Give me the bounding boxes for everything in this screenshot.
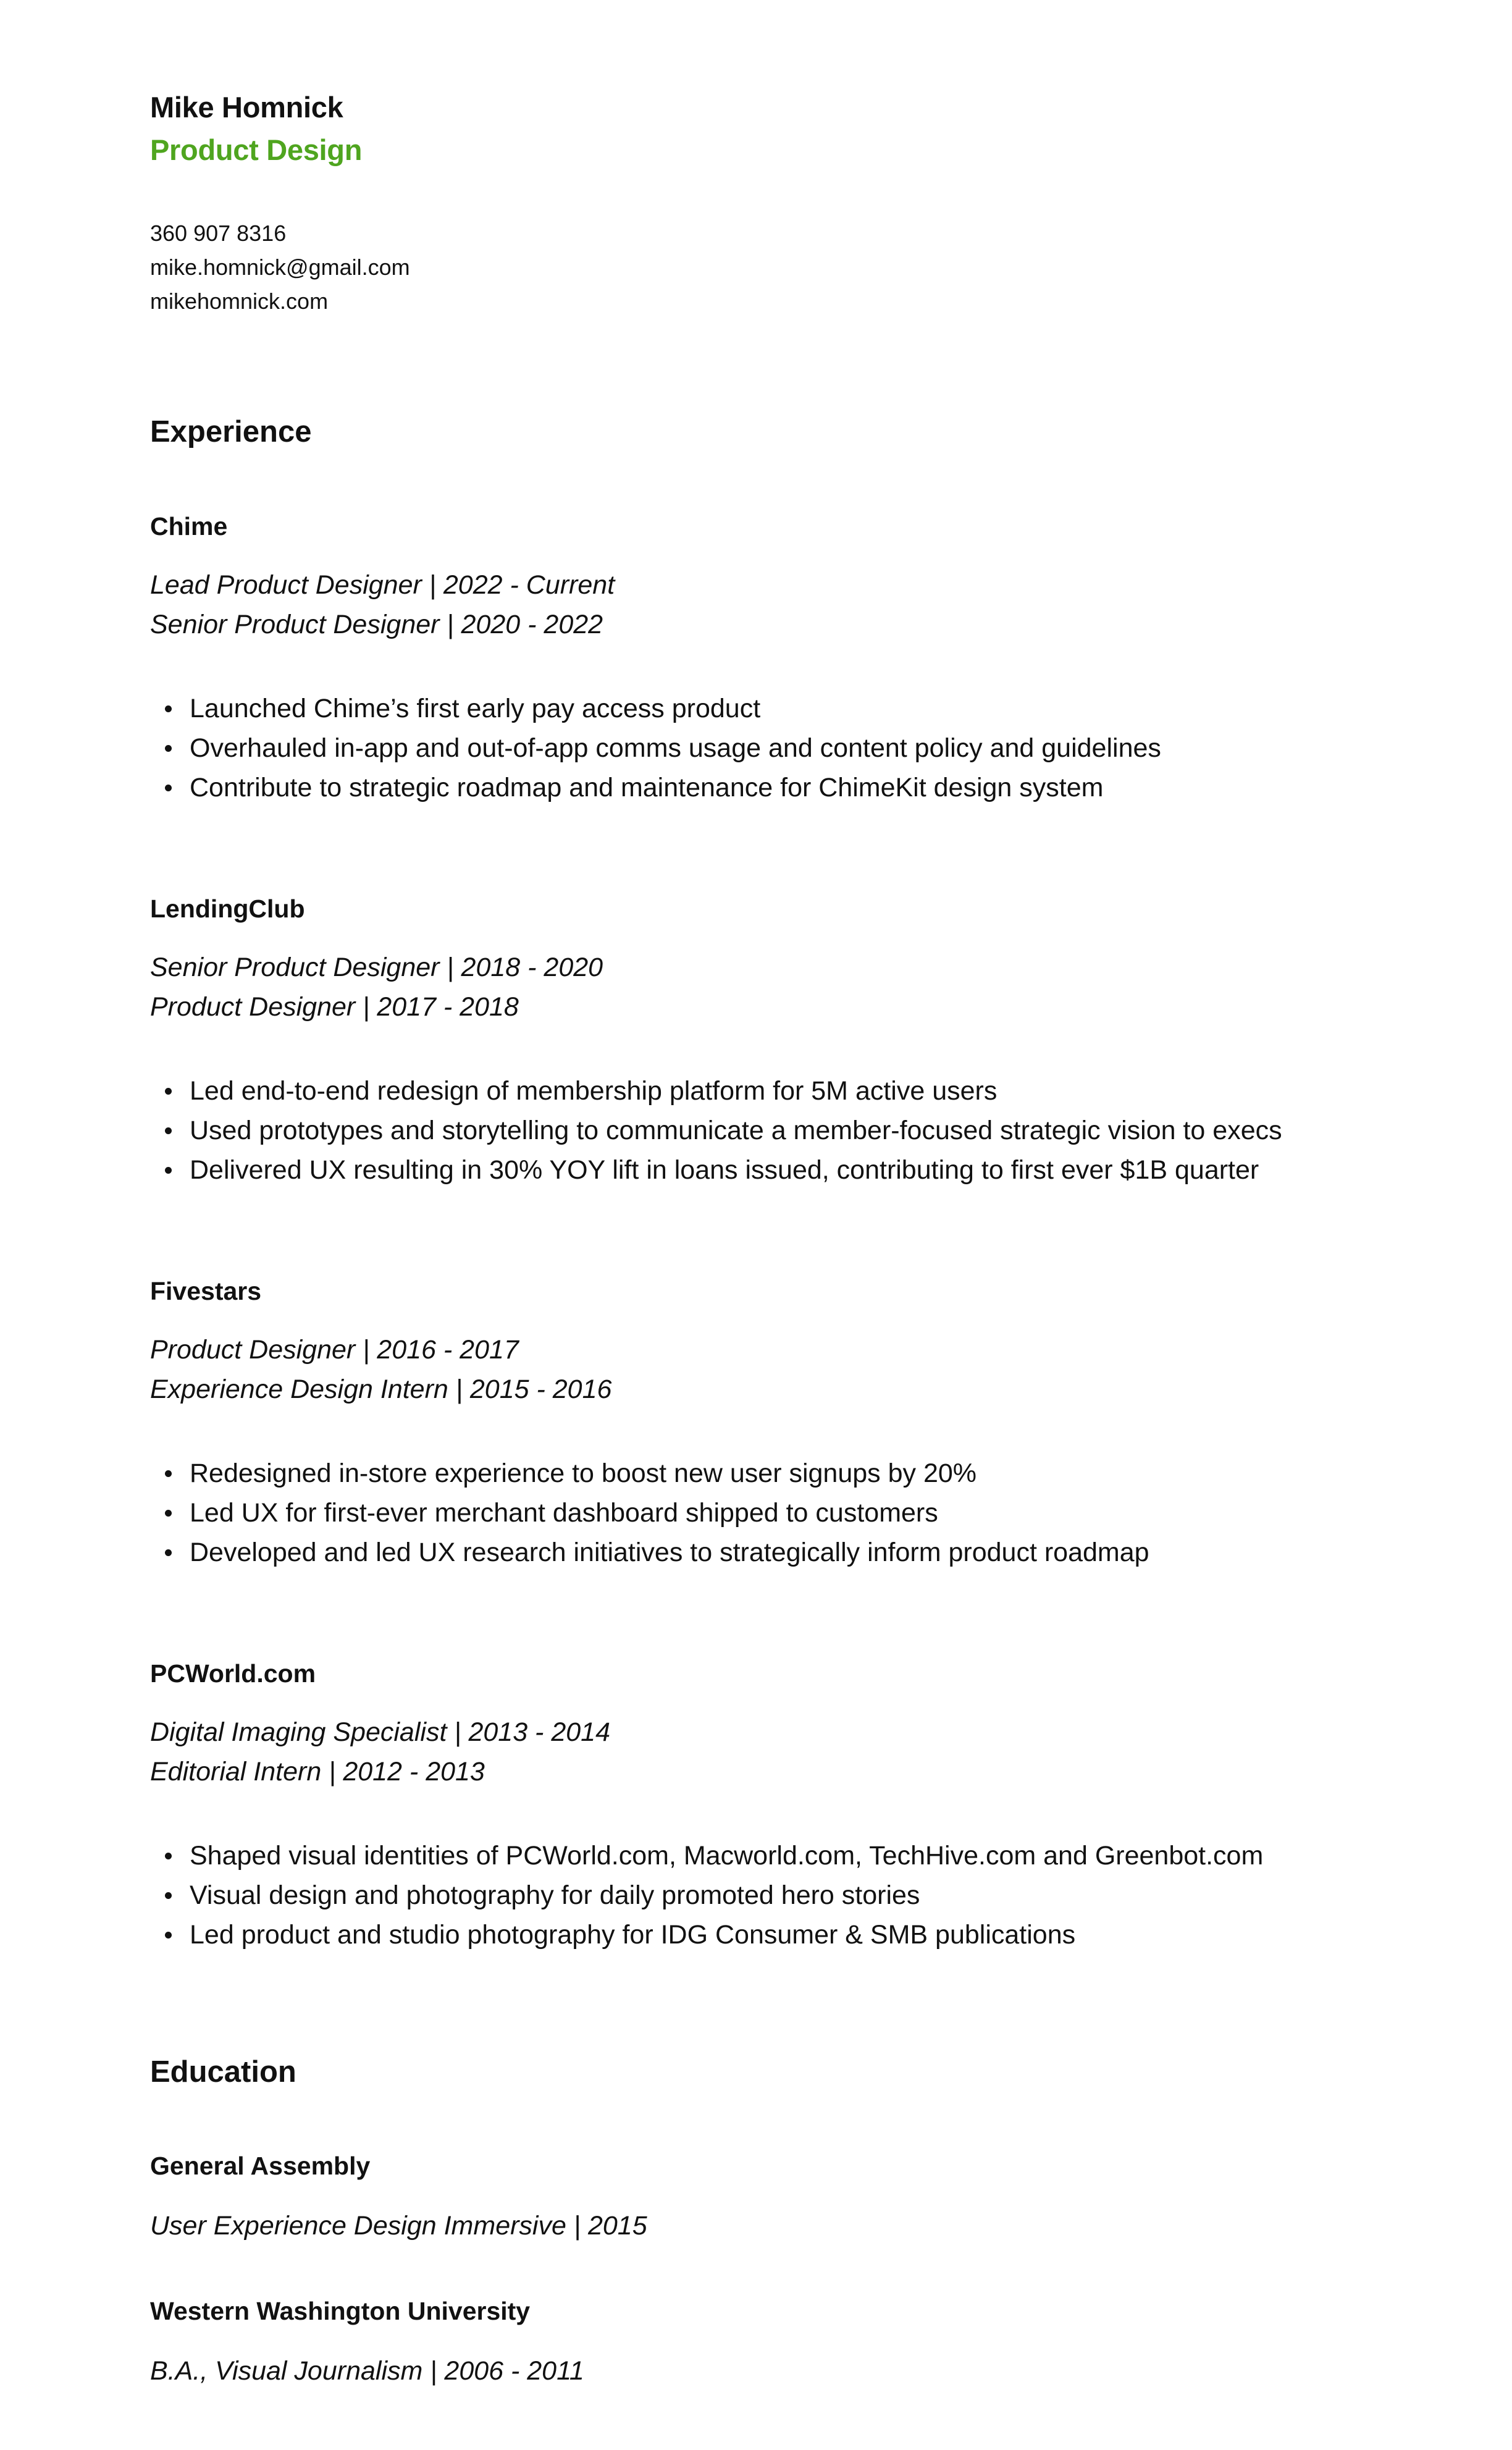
job-bullet: Developed and led UX research initiatives to strategically inform product roadmap	[150, 1533, 1385, 1572]
job-bullet: Led product and studio photography for IDG Consumer & SMB publications	[150, 1915, 1385, 1955]
job-position: Digital Imaging Specialist | 2013 - 2014	[150, 1717, 610, 1747]
job-bullet: Redesigned in-store experience to boost new user signups by 20%	[150, 1454, 1385, 1493]
resume-name: Mike Homnick	[150, 91, 343, 124]
job-position: Product Designer | 2017 - 2018	[150, 992, 519, 1022]
job-bullet: Launched Chime’s first early pay access product	[150, 689, 1385, 728]
job-positions	[150, 1330, 1385, 1409]
job-position: Senior Product Designer | 2018 - 2020	[150, 953, 603, 982]
job-position: Experience Design Intern | 2015 - 2016	[150, 1374, 612, 1404]
resume-page	[150, 93, 1385, 2391]
job-positions	[150, 948, 1385, 1027]
job-entry	[150, 1279, 1385, 1572]
education-detail: User Experience Design Immersive | 2015	[150, 2211, 647, 2241]
job-entry	[150, 896, 1385, 1190]
contact-phone: 360 907 8316	[150, 221, 287, 246]
job-company: PCWorld.com	[150, 1659, 316, 1688]
job-bullet: Overhauled in-app and out-of-app comms usage and content policy and guidelines	[150, 728, 1385, 768]
job-bullet: Led end-to-end redesign of membership platform for 5M active users	[150, 1071, 1385, 1111]
job-bullets	[150, 1454, 1385, 1572]
education-school: General Assembly	[150, 2152, 371, 2180]
education-heading: Education	[150, 2055, 296, 2089]
contact-website: mikehomnick.com	[150, 288, 329, 314]
job-positions	[150, 1712, 1385, 1791]
job-position: Lead Product Designer | 2022 - Current	[150, 570, 615, 600]
job-bullets	[150, 1836, 1385, 1955]
job-entry	[150, 1661, 1385, 1955]
resume-role: Product Design	[150, 133, 363, 166]
job-position: Senior Product Designer | 2020 - 2022	[150, 610, 603, 639]
job-company: Chime	[150, 512, 228, 541]
job-bullet: Visual design and photography for daily promoted hero stories	[150, 1875, 1385, 1915]
education-entry	[150, 2153, 1385, 2246]
education-entry	[150, 2299, 1385, 2391]
job-company: Fivestars	[150, 1277, 262, 1305]
job-position: Product Designer | 2016 - 2017	[150, 1335, 519, 1365]
job-company: LendingClub	[150, 895, 305, 923]
job-position: Editorial Intern | 2012 - 2013	[150, 1757, 485, 1787]
job-bullets	[150, 689, 1385, 807]
education-detail: B.A., Visual Journalism | 2006 - 2011	[150, 2356, 584, 2386]
contact-email: mike.homnick@gmail.com	[150, 255, 410, 280]
job-bullet: Led UX for first-ever merchant dashboard shipped to customers	[150, 1493, 1385, 1533]
job-bullet: Contribute to strategic roadmap and maintenance for ChimeKit design system	[150, 768, 1385, 807]
job-bullets	[150, 1071, 1385, 1190]
job-bullet: Delivered UX resulting in 30% YOY lift in loans issued, contributing to first ever $1B quarter	[150, 1150, 1385, 1190]
job-bullet: Used prototypes and storytelling to communicate a member-focused strategic vision to execs	[150, 1111, 1385, 1150]
education-school: Western Washington University	[150, 2297, 531, 2325]
job-positions	[150, 565, 1385, 644]
job-entry	[150, 514, 1385, 807]
job-bullet: Shaped visual identities of PCWorld.com, Macworld.com, TechHive.com and Greenbot.com	[150, 1836, 1385, 1875]
contact-block	[150, 216, 1385, 318]
experience-heading: Experience	[150, 415, 312, 448]
